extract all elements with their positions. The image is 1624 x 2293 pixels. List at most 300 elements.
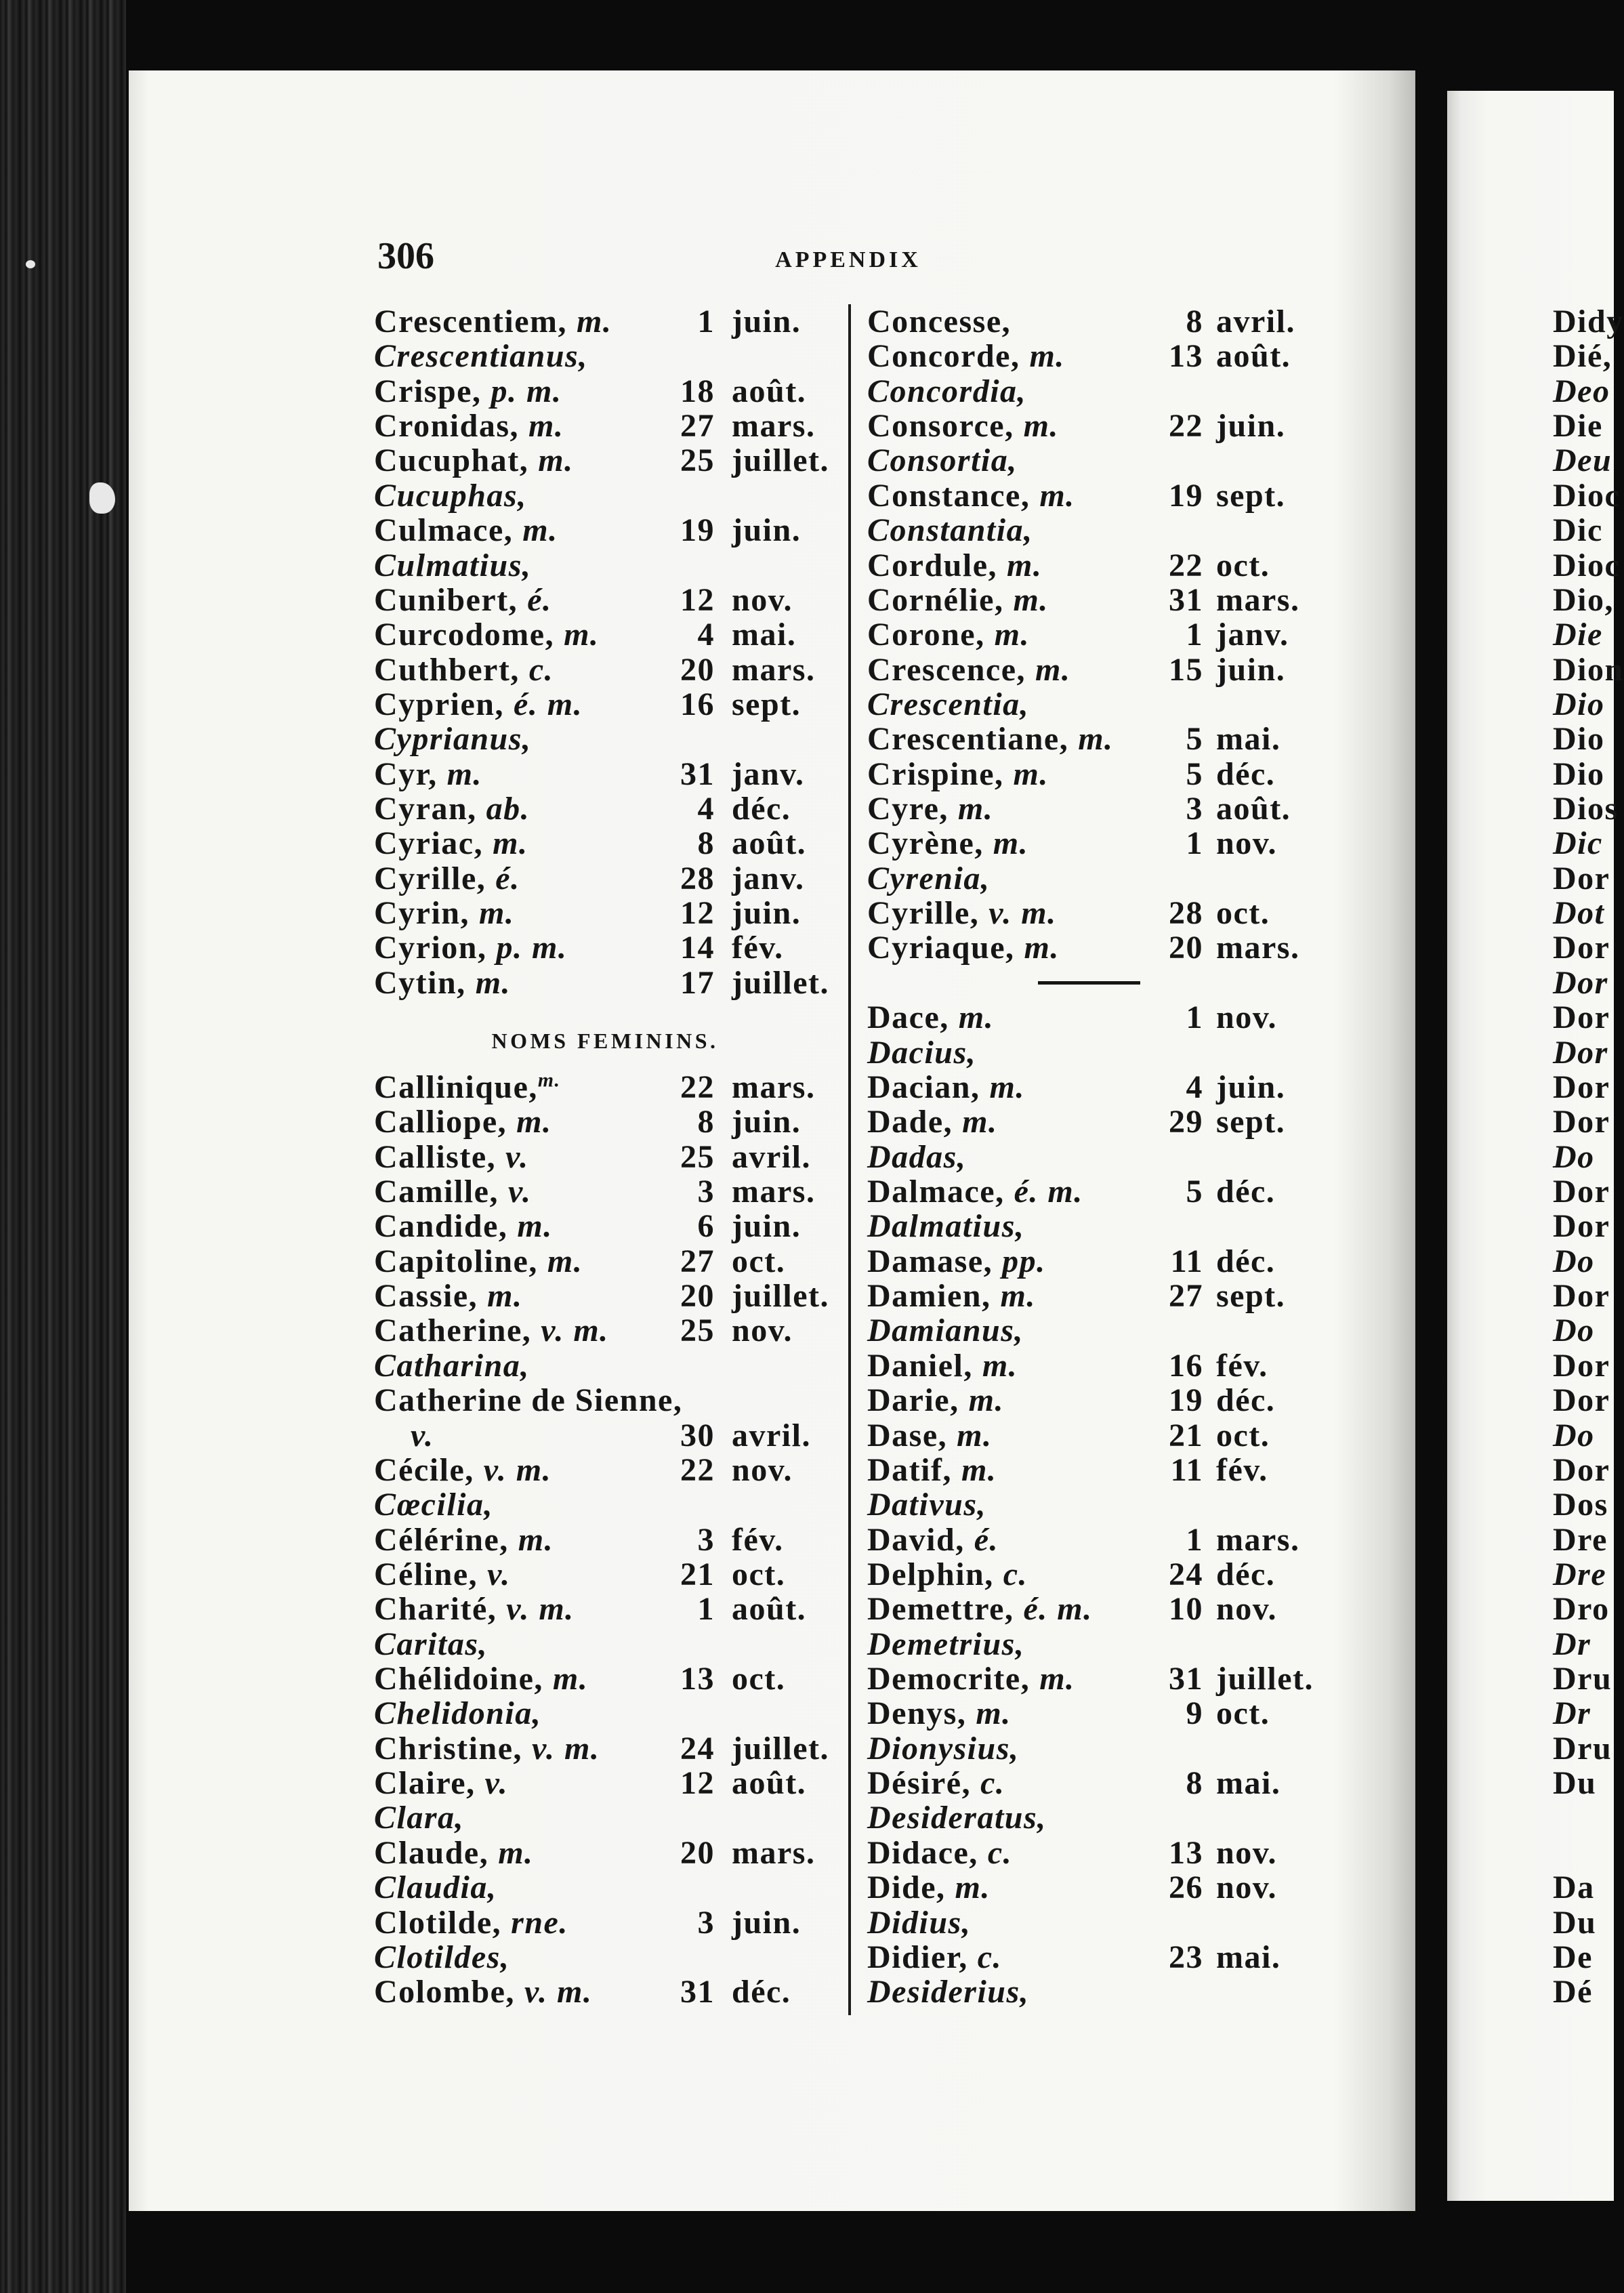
feast-day: 27 bbox=[1169, 1278, 1203, 1315]
saint-name: Constance, bbox=[867, 477, 1030, 514]
title-abbreviation: v. bbox=[507, 1174, 532, 1210]
feast-month: déc. bbox=[732, 791, 791, 827]
title-abbreviation: m. bbox=[493, 825, 528, 862]
saint-name: Dru bbox=[1553, 1661, 1612, 1697]
feast-day: 1 bbox=[697, 304, 715, 339]
facing-page-fragment bbox=[1553, 1035, 1614, 1070]
feast-day: 30 bbox=[680, 1417, 715, 1453]
latin-name: Clara, bbox=[374, 1800, 465, 1836]
feast-day: 22 bbox=[1169, 547, 1203, 583]
saint-name: Die bbox=[1553, 408, 1603, 445]
feast-day: 3 bbox=[697, 1174, 715, 1210]
entry-row bbox=[867, 1035, 1402, 1070]
title-abbreviation: m. bbox=[1039, 477, 1075, 514]
feast-month: oct. bbox=[732, 1243, 786, 1279]
saint-name: Dé bbox=[1553, 1974, 1593, 2010]
latin-name: Chelidonia, bbox=[374, 1695, 542, 1732]
entry-row bbox=[867, 826, 1402, 861]
latin-name: Dr bbox=[1553, 1626, 1591, 1662]
entry-row bbox=[374, 757, 841, 791]
facing-page-fragment bbox=[1553, 1905, 1614, 1940]
feast-month: mai. bbox=[1216, 1939, 1281, 1975]
saint-name: Demettre, bbox=[867, 1591, 1014, 1628]
latin-name: Deo bbox=[1553, 373, 1610, 409]
saint-name: Catherine de Sienne, bbox=[374, 1382, 683, 1419]
facing-page-fragment bbox=[1553, 617, 1614, 652]
feast-day: 19 bbox=[1169, 1382, 1203, 1419]
entry-row bbox=[867, 1696, 1402, 1731]
latin-name: Cucuphas, bbox=[374, 477, 527, 514]
title-abbreviation: m. bbox=[1078, 721, 1114, 758]
feast-month: juin. bbox=[1216, 408, 1286, 445]
saint-name: Cyran, bbox=[374, 791, 477, 827]
entry-row bbox=[867, 1348, 1402, 1383]
title-abbreviation: m. bbox=[487, 1278, 523, 1315]
entry-row bbox=[374, 1523, 841, 1557]
feast-day: 23 bbox=[1169, 1939, 1203, 1975]
feast-day: 4 bbox=[697, 791, 715, 827]
feast-day: 18 bbox=[680, 373, 715, 409]
facing-page-fragment bbox=[1553, 1453, 1614, 1487]
entry-row bbox=[374, 1418, 841, 1453]
entry-row bbox=[867, 1523, 1402, 1557]
feast-day: 13 bbox=[680, 1661, 715, 1697]
feast-month: nov. bbox=[1216, 1834, 1278, 1871]
feast-month: fév. bbox=[1216, 1347, 1268, 1384]
saint-name: Christine, bbox=[374, 1730, 522, 1767]
saint-name: Crescence, bbox=[867, 651, 1026, 688]
entry-row bbox=[374, 443, 841, 478]
feast-day: 6 bbox=[697, 1208, 715, 1245]
saint-name: Cécile, bbox=[374, 1451, 474, 1488]
latin-name: Demetrius, bbox=[867, 1626, 1025, 1662]
latin-name: Constantia, bbox=[867, 512, 1033, 549]
feast-month: sept. bbox=[732, 686, 801, 722]
entry-row bbox=[867, 339, 1402, 373]
title-abbreviation: v. m. bbox=[532, 1730, 600, 1767]
saint-name: Dié, bbox=[1553, 338, 1612, 375]
entry-row bbox=[867, 548, 1402, 583]
feast-month: fév. bbox=[1216, 1451, 1268, 1488]
feast-month: avril. bbox=[732, 1417, 811, 1453]
saint-name: Dio, bbox=[1553, 581, 1614, 618]
saint-name: Dru bbox=[1553, 1730, 1612, 1767]
latin-name: Damianus, bbox=[867, 1313, 1024, 1349]
saint-name: Cyrène, bbox=[867, 825, 984, 862]
saint-name: Datif, bbox=[867, 1451, 952, 1488]
feast-day: 1 bbox=[1186, 999, 1203, 1036]
facing-page-fragment bbox=[1553, 1104, 1614, 1139]
feast-month: mars. bbox=[732, 1834, 816, 1871]
entry-row bbox=[374, 1836, 841, 1870]
entry-row bbox=[867, 1940, 1402, 1975]
feast-month: mars. bbox=[732, 651, 816, 688]
saint-name: Dacian, bbox=[867, 1069, 980, 1105]
feast-day: 8 bbox=[1186, 304, 1203, 339]
facing-page-fragment bbox=[1553, 1383, 1614, 1418]
entry-row bbox=[374, 1627, 841, 1661]
feast-day: 20 bbox=[680, 651, 715, 688]
title-abbreviation: m. bbox=[968, 1382, 1004, 1419]
entry-row bbox=[374, 1696, 841, 1731]
saint-name: Cyriac, bbox=[374, 825, 484, 862]
feast-day: 27 bbox=[680, 1243, 715, 1279]
feast-month: mai. bbox=[732, 617, 797, 653]
feast-day: 19 bbox=[1169, 477, 1203, 514]
saint-name: Cyprien, bbox=[374, 686, 504, 722]
entry-row bbox=[867, 1104, 1402, 1139]
feast-month: juin. bbox=[732, 304, 801, 339]
saint-name: Corone, bbox=[867, 617, 985, 653]
facing-page-fragment bbox=[1553, 1975, 1614, 2009]
feast-day: 21 bbox=[680, 1556, 715, 1592]
feast-month: août. bbox=[1216, 338, 1291, 375]
saint-name: Colombe, bbox=[374, 1974, 515, 2010]
facing-page-fragment bbox=[1553, 687, 1614, 722]
facing-page-fragment bbox=[1553, 409, 1614, 443]
title-abbreviation: m. bbox=[475, 964, 512, 1001]
saint-name: Culmace, bbox=[374, 512, 514, 549]
feast-day: 24 bbox=[680, 1730, 715, 1767]
title-abbreviation: v. m. bbox=[541, 1313, 609, 1349]
feast-month: janv. bbox=[732, 756, 805, 792]
feast-month: juin. bbox=[732, 512, 801, 549]
facing-page-fragment bbox=[1553, 547, 1621, 583]
section-heading: NOMS FEMININS. bbox=[491, 1029, 719, 1053]
entry-row bbox=[374, 653, 841, 687]
saint-name: Dor bbox=[1553, 1382, 1610, 1419]
title-abbreviation: p. m. bbox=[491, 373, 562, 409]
latin-name: Concordia, bbox=[867, 373, 1027, 409]
title-abbreviation: c. bbox=[528, 651, 554, 688]
latin-name: Dacius, bbox=[867, 1034, 977, 1071]
saint-name: Cornélie, bbox=[867, 581, 1004, 618]
feast-day: 5 bbox=[1186, 1174, 1203, 1210]
feast-month: déc. bbox=[1216, 1556, 1276, 1592]
saint-name: Didace, bbox=[867, 1834, 978, 1871]
entry-row bbox=[867, 1000, 1402, 1035]
latin-name: Dor bbox=[1553, 964, 1608, 1001]
feast-month: fév. bbox=[732, 930, 784, 966]
feast-day: 19 bbox=[680, 512, 715, 549]
saint-name: Claude, bbox=[374, 1834, 489, 1871]
saint-name: Claire, bbox=[374, 1765, 476, 1802]
feast-month: nov. bbox=[1216, 825, 1278, 862]
facing-page-fragment bbox=[1553, 304, 1624, 339]
saint-name: De bbox=[1553, 1939, 1593, 1975]
feast-day: 12 bbox=[680, 895, 715, 932]
entry-row bbox=[867, 1905, 1402, 1940]
feast-day: 12 bbox=[680, 581, 715, 618]
saint-name: Calliope, bbox=[374, 1104, 507, 1140]
feast-month: oct. bbox=[732, 1661, 786, 1697]
title-abbreviation: m. bbox=[537, 1069, 561, 1092]
facing-page-fragment bbox=[1553, 583, 1614, 617]
section-rule bbox=[1038, 981, 1140, 985]
title-abbreviation: m. bbox=[958, 999, 995, 1036]
title-abbreviation: m. bbox=[993, 825, 1029, 862]
title-abbreviation: m. bbox=[961, 1451, 997, 1488]
saint-name: Cyriaque, bbox=[867, 930, 1015, 966]
entry-row bbox=[867, 1487, 1402, 1522]
entry-row bbox=[867, 1661, 1402, 1696]
title-abbreviation: m. bbox=[518, 1521, 554, 1558]
latin-name: Deu bbox=[1553, 442, 1612, 479]
feast-day: 21 bbox=[1169, 1417, 1203, 1453]
entry-row bbox=[867, 791, 1402, 826]
title-abbreviation: m. bbox=[1023, 408, 1059, 445]
saint-name: Cunibert, bbox=[374, 581, 518, 618]
title-abbreviation: m. bbox=[955, 1869, 991, 1906]
feast-day: 31 bbox=[1169, 1661, 1203, 1697]
facing-page-fragment bbox=[1553, 1487, 1614, 1522]
title-abbreviation: c. bbox=[980, 1765, 1005, 1802]
entry-row bbox=[374, 826, 841, 861]
latin-name: Do bbox=[1553, 1138, 1595, 1175]
saint-name: Dio bbox=[1553, 721, 1605, 758]
title-abbreviation: ab. bbox=[486, 791, 530, 827]
entry-row bbox=[374, 1800, 841, 1835]
entry-row bbox=[374, 1557, 841, 1592]
facing-page-fragment bbox=[1553, 1940, 1614, 1975]
entry-row bbox=[867, 687, 1402, 722]
facing-page-fragment bbox=[1553, 1523, 1614, 1557]
entry-row bbox=[374, 1940, 841, 1975]
saint-name: Dor bbox=[1553, 1347, 1610, 1384]
saint-name: Catherine, bbox=[374, 1313, 532, 1349]
entry-row bbox=[374, 1279, 841, 1313]
saint-name: Darie, bbox=[867, 1382, 959, 1419]
feast-day: 29 bbox=[1169, 1104, 1203, 1140]
title-abbreviation: é. bbox=[527, 581, 552, 618]
feast-day: 1 bbox=[1186, 617, 1203, 653]
saint-name: Cordule, bbox=[867, 547, 997, 583]
title-abbreviation: m. bbox=[516, 1104, 552, 1140]
entry-row bbox=[867, 583, 1402, 617]
feast-day: 31 bbox=[680, 1974, 715, 2010]
facing-page-fragment bbox=[1553, 1731, 1614, 1766]
title-abbreviation: v. bbox=[411, 1417, 434, 1453]
feast-day: 25 bbox=[680, 442, 715, 479]
title-abbreviation: v. m. bbox=[524, 1974, 593, 2010]
saint-name: Cyrin, bbox=[374, 895, 470, 932]
latin-name: Dor bbox=[1553, 1034, 1608, 1071]
facing-page-fragment bbox=[1553, 1348, 1614, 1383]
saint-name: Cytin, bbox=[374, 964, 466, 1001]
saint-name: Charité, bbox=[374, 1591, 497, 1628]
latin-name: Crescentianus, bbox=[374, 338, 588, 375]
feast-month: nov. bbox=[732, 1313, 793, 1349]
entry-row bbox=[867, 374, 1402, 409]
latin-name: Die bbox=[1553, 617, 1603, 653]
entry-row bbox=[374, 1592, 841, 1626]
entry-row bbox=[867, 1453, 1402, 1487]
feast-day: 31 bbox=[1169, 581, 1203, 618]
entry-row bbox=[374, 374, 841, 409]
saint-name: Concesse, bbox=[867, 304, 1012, 339]
entry-row bbox=[867, 930, 1402, 965]
saint-name: Dor bbox=[1553, 999, 1610, 1036]
feast-month: janv. bbox=[1216, 617, 1289, 653]
title-abbreviation: m. bbox=[994, 617, 1030, 653]
feast-month: nov. bbox=[732, 1451, 793, 1488]
latin-name: Claudia, bbox=[374, 1869, 497, 1906]
feast-month: août. bbox=[732, 825, 807, 862]
entry-row bbox=[867, 1279, 1402, 1313]
saint-name: Dor bbox=[1553, 1208, 1610, 1245]
feast-month: mars. bbox=[1216, 930, 1300, 966]
facing-page-fragment bbox=[1553, 1174, 1614, 1209]
latin-name: Crescentia, bbox=[867, 686, 1030, 722]
feast-month: janv. bbox=[732, 860, 805, 896]
entry-row bbox=[374, 1905, 841, 1940]
feast-month: mars. bbox=[732, 1069, 816, 1105]
latin-name: Consortia, bbox=[867, 442, 1018, 479]
entry-row bbox=[867, 1313, 1402, 1348]
feast-day: 22 bbox=[1169, 408, 1203, 445]
title-abbreviation: pp. bbox=[1002, 1243, 1046, 1279]
feast-month: avril. bbox=[732, 1138, 811, 1175]
scan-speck bbox=[89, 482, 115, 514]
saint-name: Dioc bbox=[1553, 547, 1621, 583]
saint-name: Dioc bbox=[1553, 477, 1621, 514]
entry-row bbox=[374, 1487, 841, 1522]
feast-day: 24 bbox=[1169, 1556, 1203, 1592]
feast-month: août. bbox=[732, 1591, 807, 1628]
entry-row bbox=[374, 409, 841, 443]
title-abbreviation: m. bbox=[446, 756, 482, 792]
title-abbreviation: p. m. bbox=[496, 930, 568, 966]
entry-row bbox=[867, 513, 1402, 548]
feast-month: nov. bbox=[732, 581, 793, 618]
feast-day: 8 bbox=[697, 1104, 715, 1140]
facing-page-fragment bbox=[1553, 826, 1614, 861]
feast-month: oct. bbox=[1216, 895, 1270, 932]
saint-name: Chélidoine, bbox=[374, 1661, 543, 1697]
latin-name: Desiderius, bbox=[867, 1974, 1030, 2010]
entry-row bbox=[374, 1209, 841, 1243]
feast-month: juillet. bbox=[732, 1278, 829, 1315]
entry-row bbox=[867, 757, 1402, 791]
feast-month: août. bbox=[732, 1765, 807, 1802]
facing-page-fragment bbox=[1553, 966, 1614, 1000]
feast-month: mars. bbox=[1216, 581, 1300, 618]
feast-day: 27 bbox=[680, 408, 715, 445]
feast-month: déc. bbox=[1216, 1243, 1276, 1279]
feast-month: nov. bbox=[1216, 1591, 1278, 1628]
feast-day: 1 bbox=[697, 1591, 715, 1628]
saint-name: Du bbox=[1553, 1904, 1597, 1941]
saint-name: Cassie, bbox=[374, 1278, 478, 1315]
feast-month: juin. bbox=[732, 1208, 801, 1245]
latin-name: Dr bbox=[1553, 1695, 1591, 1732]
saint-name: Candide, bbox=[374, 1208, 508, 1245]
entry-row bbox=[867, 1731, 1402, 1766]
feast-day: 22 bbox=[680, 1069, 715, 1105]
facing-page-fragment bbox=[1553, 722, 1614, 756]
latin-name: Dativus, bbox=[867, 1487, 987, 1523]
entry-row bbox=[867, 304, 1402, 339]
saint-name: Célérine, bbox=[374, 1521, 509, 1558]
title-abbreviation: m. bbox=[528, 408, 564, 445]
feast-month: mai. bbox=[1216, 721, 1281, 758]
saint-name: Crescentiane, bbox=[867, 721, 1069, 758]
facing-page bbox=[1447, 91, 1624, 2201]
title-abbreviation: m. bbox=[498, 1834, 534, 1871]
saint-name: Cyre, bbox=[867, 791, 949, 827]
saint-name: Damien, bbox=[867, 1278, 991, 1315]
entry-row bbox=[374, 1104, 841, 1139]
facing-page-text bbox=[1553, 304, 1624, 2039]
feast-day: 28 bbox=[680, 860, 715, 896]
latin-name: Dio bbox=[1553, 686, 1605, 722]
saint-name: Dor bbox=[1553, 1069, 1610, 1105]
latin-name: Do bbox=[1553, 1417, 1595, 1453]
right-column bbox=[867, 304, 1402, 2012]
latin-name: Dre bbox=[1553, 1556, 1607, 1592]
feast-day: 13 bbox=[1169, 338, 1203, 375]
entry-row bbox=[374, 617, 841, 652]
latin-name: Dionysius, bbox=[867, 1730, 1020, 1767]
feast-day: 11 bbox=[1170, 1243, 1203, 1279]
latin-name: Catharina, bbox=[374, 1347, 530, 1384]
page-number: 306 bbox=[377, 235, 434, 277]
entry-row bbox=[867, 1140, 1402, 1174]
entry-row bbox=[867, 1800, 1402, 1835]
entry-row bbox=[867, 1592, 1402, 1626]
feast-day: 1 bbox=[1186, 825, 1203, 862]
entry-row bbox=[867, 1174, 1402, 1209]
title-abbreviation: m. bbox=[957, 1417, 993, 1453]
saint-name: Cuthbert, bbox=[374, 651, 520, 688]
facing-page-fragment bbox=[1553, 791, 1619, 827]
title-abbreviation: m. bbox=[517, 1208, 553, 1245]
column-divider bbox=[848, 304, 851, 2015]
title-abbreviation: m. bbox=[1024, 930, 1060, 966]
feast-month: juin. bbox=[732, 1904, 801, 1941]
feast-month: sept. bbox=[1216, 1278, 1286, 1315]
feast-month: déc. bbox=[732, 1974, 791, 2010]
facing-page-fragment bbox=[1553, 339, 1614, 373]
title-abbreviation: m. bbox=[1007, 547, 1043, 583]
facing-page-fragment bbox=[1553, 374, 1614, 409]
title-abbreviation: c. bbox=[977, 1939, 1003, 1975]
entry-row bbox=[374, 1070, 841, 1104]
book-page bbox=[129, 70, 1415, 2211]
entry-row bbox=[867, 1209, 1402, 1243]
feast-day: 25 bbox=[680, 1313, 715, 1349]
saint-name: Callinique, bbox=[374, 1069, 538, 1105]
feast-month: juillet. bbox=[732, 442, 829, 479]
entry-row bbox=[867, 617, 1402, 652]
entry-row bbox=[374, 1244, 841, 1279]
saint-name: Cucuphat, bbox=[374, 442, 529, 479]
feast-day: 8 bbox=[697, 825, 715, 862]
saint-name: Damase, bbox=[867, 1243, 993, 1279]
latin-name: Caritas, bbox=[374, 1626, 488, 1662]
entry-row bbox=[374, 1348, 841, 1383]
facing-page-fragment bbox=[1553, 757, 1614, 791]
saint-name: Dor bbox=[1553, 1174, 1610, 1210]
feast-month: oct. bbox=[732, 1556, 786, 1592]
latin-name: Cyrenia, bbox=[867, 860, 991, 896]
entry-row bbox=[374, 1661, 841, 1696]
title-abbreviation: é. bbox=[974, 1521, 999, 1558]
feast-day: 3 bbox=[1186, 791, 1203, 827]
latin-name: Do bbox=[1553, 1313, 1595, 1349]
running-title: APPENDIX bbox=[775, 247, 921, 272]
entry-row bbox=[867, 1836, 1402, 1870]
